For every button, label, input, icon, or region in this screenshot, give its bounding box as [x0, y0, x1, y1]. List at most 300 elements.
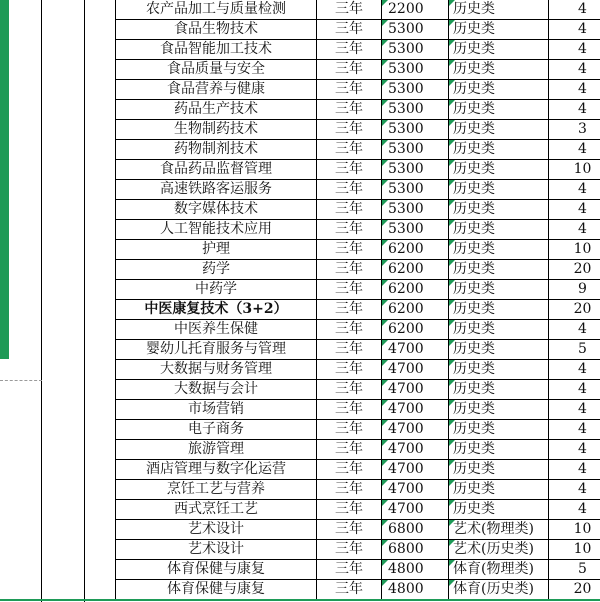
years-cell[interactable] — [317, 560, 382, 580]
fee-cell[interactable] — [382, 220, 449, 240]
years-cell[interactable] — [317, 460, 382, 480]
category-cell[interactable] — [449, 460, 549, 480]
category-cell-text: 历史类 — [453, 21, 495, 37]
quota-cell[interactable] — [549, 440, 600, 460]
table-row — [116, 80, 600, 100]
quota-cell[interactable] — [549, 40, 600, 60]
category-cell[interactable] — [449, 360, 549, 380]
quota-cell[interactable] — [549, 200, 600, 220]
years-cell-text: 三年 — [335, 261, 363, 277]
years-cell[interactable] — [317, 260, 382, 280]
years-cell[interactable] — [317, 540, 382, 560]
major-cell-text: 中医养生保健 — [174, 321, 258, 337]
years-cell[interactable] — [317, 340, 382, 360]
years-cell[interactable] — [317, 380, 382, 400]
category-cell[interactable] — [449, 240, 549, 260]
error-indicator-icon — [382, 340, 388, 346]
years-cell-text: 三年 — [335, 161, 363, 177]
category-cell-text: 艺术(物理类) — [453, 521, 534, 537]
fee-cell-text: 6200 — [388, 301, 424, 317]
category-cell-text: 历史类 — [453, 241, 495, 257]
category-cell[interactable] — [449, 520, 549, 540]
major-cell-text: 酒店管理与数字化运营 — [146, 461, 286, 477]
quota-cell[interactable] — [549, 280, 600, 300]
error-indicator-icon — [382, 320, 388, 326]
quota-cell[interactable] — [549, 80, 600, 100]
fee-cell-text: 5300 — [388, 121, 424, 137]
years-cell[interactable] — [317, 360, 382, 380]
quota-cell[interactable] — [549, 240, 600, 260]
major-cell-text: 大数据与财务管理 — [160, 361, 272, 377]
quota-cell[interactable] — [549, 520, 600, 540]
quota-cell-text: 5 — [578, 561, 587, 577]
error-indicator-icon — [382, 520, 388, 526]
fee-cell[interactable] — [382, 540, 449, 560]
fee-cell[interactable] — [382, 360, 449, 380]
category-cell[interactable] — [449, 340, 549, 360]
error-indicator-icon — [382, 500, 388, 506]
fee-cell-text: 5300 — [388, 141, 424, 157]
major-cell-text: 电子商务 — [188, 421, 244, 437]
years-cell[interactable] — [317, 200, 382, 220]
fee-cell[interactable] — [382, 320, 449, 340]
error-indicator-icon — [449, 460, 455, 466]
major-cell[interactable] — [116, 200, 317, 220]
error-indicator-icon — [382, 400, 388, 406]
category-cell[interactable] — [449, 140, 549, 160]
major-cell[interactable] — [116, 160, 317, 180]
years-cell[interactable] — [317, 300, 382, 320]
major-cell[interactable] — [116, 340, 317, 360]
major-cell-text: 食品药品监督管理 — [160, 161, 272, 177]
quota-cell[interactable] — [549, 140, 600, 160]
years-cell-text: 三年 — [335, 541, 363, 557]
category-cell[interactable] — [449, 180, 549, 200]
quota-cell[interactable] — [549, 180, 600, 200]
fee-cell[interactable] — [382, 260, 449, 280]
error-indicator-icon — [449, 380, 455, 386]
category-cell[interactable] — [449, 420, 549, 440]
major-cell[interactable] — [116, 0, 317, 20]
quota-cell-text: 20 — [573, 261, 592, 277]
fee-cell[interactable] — [382, 200, 449, 220]
category-cell-text: 历史类 — [453, 321, 495, 337]
category-cell-text: 历史类 — [453, 201, 495, 217]
error-indicator-icon — [449, 100, 455, 106]
major-cell-text: 旅游管理 — [188, 441, 244, 457]
fee-cell[interactable] — [382, 580, 449, 600]
fee-cell-text: 4800 — [388, 581, 424, 597]
category-cell[interactable] — [449, 540, 549, 560]
error-indicator-icon — [382, 40, 388, 46]
selection-border — [0, 599, 600, 601]
major-cell[interactable] — [116, 320, 317, 340]
category-cell[interactable] — [449, 300, 549, 320]
fee-cell-text: 5300 — [388, 201, 424, 217]
fee-cell[interactable] — [382, 420, 449, 440]
fee-cell[interactable] — [382, 440, 449, 460]
table-row — [116, 560, 600, 580]
category-cell[interactable] — [449, 160, 549, 180]
fee-cell-text: 5300 — [388, 61, 424, 77]
quota-cell[interactable] — [549, 420, 600, 440]
error-indicator-icon — [449, 420, 455, 426]
years-cell-text: 三年 — [335, 21, 363, 37]
category-cell[interactable] — [449, 40, 549, 60]
category-cell[interactable] — [449, 120, 549, 140]
quota-cell[interactable] — [549, 500, 600, 520]
major-cell-text: 药学 — [202, 261, 230, 277]
major-cell-text: 艺术设计 — [188, 541, 244, 557]
quota-cell[interactable] — [549, 120, 600, 140]
major-cell[interactable] — [116, 220, 317, 240]
major-cell-text: 药物制剂技术 — [174, 141, 258, 157]
error-indicator-icon — [382, 140, 388, 146]
years-cell-text: 三年 — [335, 141, 363, 157]
major-cell[interactable] — [116, 240, 317, 260]
category-cell[interactable] — [449, 320, 549, 340]
category-cell[interactable] — [449, 260, 549, 280]
table-row — [116, 420, 600, 440]
years-cell[interactable] — [317, 440, 382, 460]
fee-cell-text: 4700 — [388, 441, 424, 457]
years-cell[interactable] — [317, 40, 382, 60]
error-indicator-icon — [449, 240, 455, 246]
error-indicator-icon — [382, 280, 388, 286]
category-cell[interactable] — [449, 400, 549, 420]
years-cell-text: 三年 — [335, 221, 363, 237]
years-cell-text: 三年 — [335, 361, 363, 377]
quota-cell[interactable] — [549, 580, 600, 600]
category-cell[interactable] — [449, 560, 549, 580]
quota-cell[interactable] — [549, 320, 600, 340]
category-cell-text: 历史类 — [453, 501, 495, 517]
category-cell-text: 历史类 — [453, 101, 495, 117]
quota-cell[interactable] — [549, 380, 600, 400]
quota-cell-text: 10 — [573, 241, 592, 257]
error-indicator-icon — [449, 560, 455, 566]
table-row — [116, 580, 600, 600]
quota-cell-text: 4 — [578, 141, 587, 157]
major-cell[interactable] — [116, 480, 317, 500]
quota-cell-text: 4 — [578, 201, 587, 217]
fee-cell[interactable] — [382, 480, 449, 500]
category-cell-text: 历史类 — [453, 401, 495, 417]
quota-cell-text: 10 — [573, 541, 592, 557]
fee-cell[interactable] — [382, 20, 449, 40]
fee-cell[interactable] — [382, 40, 449, 60]
major-cell[interactable] — [116, 20, 317, 40]
years-cell-text: 三年 — [335, 481, 363, 497]
quota-cell-text: 4 — [578, 41, 587, 57]
years-cell-text: 三年 — [335, 521, 363, 537]
error-indicator-icon — [382, 0, 388, 6]
fee-cell-text: 4700 — [388, 381, 424, 397]
major-cell-text: 中药学 — [195, 281, 237, 297]
quota-cell[interactable] — [549, 0, 600, 20]
major-cell[interactable] — [116, 300, 317, 320]
years-cell-text: 三年 — [335, 1, 363, 17]
major-cell[interactable] — [116, 560, 317, 580]
category-cell-text: 历史类 — [453, 161, 495, 177]
category-cell-text: 历史类 — [453, 341, 495, 357]
quota-cell-text: 5 — [578, 341, 587, 357]
quota-cell[interactable] — [549, 20, 600, 40]
error-indicator-icon — [382, 260, 388, 266]
quota-cell[interactable] — [549, 460, 600, 480]
major-cell[interactable] — [116, 540, 317, 560]
error-indicator-icon — [382, 380, 388, 386]
category-cell[interactable] — [449, 200, 549, 220]
major-cell[interactable] — [116, 500, 317, 520]
error-indicator-icon — [449, 280, 455, 286]
major-cell-text: 食品生物技术 — [174, 21, 258, 37]
years-cell-text: 三年 — [335, 181, 363, 197]
category-cell[interactable] — [449, 60, 549, 80]
fee-cell[interactable] — [382, 400, 449, 420]
fee-cell-text: 5300 — [388, 161, 424, 177]
category-cell[interactable] — [449, 20, 549, 40]
quota-cell[interactable] — [549, 100, 600, 120]
table-row — [116, 100, 600, 120]
major-cell-text: 体育保健与康复 — [167, 561, 265, 577]
table-row — [116, 260, 600, 280]
table-row — [116, 280, 600, 300]
fee-cell-text: 4700 — [388, 461, 424, 477]
quota-cell-text: 4 — [578, 1, 587, 17]
years-cell[interactable] — [317, 80, 382, 100]
error-indicator-icon — [449, 20, 455, 26]
fee-cell[interactable] — [382, 280, 449, 300]
major-cell-text: 食品智能加工技术 — [160, 41, 272, 57]
error-indicator-icon — [449, 440, 455, 446]
years-cell[interactable] — [317, 500, 382, 520]
quota-cell-text: 4 — [578, 401, 587, 417]
years-cell[interactable] — [317, 20, 382, 40]
error-indicator-icon — [449, 80, 455, 86]
major-cell[interactable] — [116, 380, 317, 400]
fee-cell[interactable] — [382, 560, 449, 580]
error-indicator-icon — [449, 520, 455, 526]
quota-cell[interactable] — [549, 300, 600, 320]
category-cell[interactable] — [449, 80, 549, 100]
major-cell[interactable] — [116, 580, 317, 600]
quota-cell[interactable] — [549, 340, 600, 360]
error-indicator-icon — [449, 400, 455, 406]
category-cell[interactable] — [449, 220, 549, 240]
fee-cell-text: 5300 — [388, 81, 424, 97]
quota-cell[interactable] — [549, 560, 600, 580]
table-row — [116, 340, 600, 360]
fee-cell[interactable] — [382, 340, 449, 360]
fee-cell[interactable] — [382, 460, 449, 480]
error-indicator-icon — [449, 220, 455, 226]
quota-cell-text: 4 — [578, 461, 587, 477]
error-indicator-icon — [382, 300, 388, 306]
fee-cell[interactable] — [382, 0, 449, 20]
error-indicator-icon — [382, 480, 388, 486]
quota-cell-text: 4 — [578, 101, 587, 117]
years-cell[interactable] — [317, 240, 382, 260]
years-cell[interactable] — [317, 0, 382, 20]
major-cell[interactable] — [116, 60, 317, 80]
quota-cell[interactable] — [549, 60, 600, 80]
quota-cell[interactable] — [549, 260, 600, 280]
fee-cell[interactable] — [382, 520, 449, 540]
error-indicator-icon — [449, 260, 455, 266]
major-cell[interactable] — [116, 80, 317, 100]
years-cell[interactable] — [317, 420, 382, 440]
category-cell-text: 历史类 — [453, 441, 495, 457]
years-cell[interactable] — [317, 480, 382, 500]
years-cell[interactable] — [317, 180, 382, 200]
table-row — [116, 20, 600, 40]
major-cell[interactable] — [116, 420, 317, 440]
category-cell[interactable] — [449, 500, 549, 520]
major-cell[interactable] — [116, 260, 317, 280]
error-indicator-icon — [449, 480, 455, 486]
fee-cell-text: 6200 — [388, 261, 424, 277]
error-indicator-icon — [449, 500, 455, 506]
years-cell[interactable] — [317, 120, 382, 140]
category-cell[interactable] — [449, 440, 549, 460]
error-indicator-icon — [449, 60, 455, 66]
category-cell[interactable] — [449, 480, 549, 500]
years-cell-text: 三年 — [335, 341, 363, 357]
fee-cell[interactable] — [382, 240, 449, 260]
fee-cell-text: 5300 — [388, 41, 424, 57]
years-cell-text: 三年 — [335, 381, 363, 397]
years-cell-text: 三年 — [335, 581, 363, 597]
quota-cell[interactable] — [549, 540, 600, 560]
fee-cell[interactable] — [382, 100, 449, 120]
category-cell[interactable] — [449, 280, 549, 300]
quota-cell-text: 4 — [578, 81, 587, 97]
category-cell[interactable] — [449, 380, 549, 400]
table-row — [116, 40, 600, 60]
years-cell[interactable] — [317, 580, 382, 600]
fee-cell[interactable] — [382, 120, 449, 140]
major-cell[interactable] — [116, 100, 317, 120]
fee-cell[interactable] — [382, 500, 449, 520]
quota-cell-text: 4 — [578, 481, 587, 497]
major-cell[interactable] — [116, 400, 317, 420]
fee-cell[interactable] — [382, 300, 449, 320]
years-cell-text: 三年 — [335, 561, 363, 577]
fee-cell[interactable] — [382, 380, 449, 400]
category-cell-text: 历史类 — [453, 381, 495, 397]
years-cell[interactable] — [317, 160, 382, 180]
years-cell[interactable] — [317, 280, 382, 300]
category-cell-text: 历史类 — [453, 281, 495, 297]
error-indicator-icon — [382, 460, 388, 466]
quota-cell-text: 4 — [578, 321, 587, 337]
quota-cell[interactable] — [549, 480, 600, 500]
fee-cell-text: 5300 — [388, 181, 424, 197]
category-cell-text: 历史类 — [453, 41, 495, 57]
error-indicator-icon — [382, 540, 388, 546]
fee-cell[interactable] — [382, 140, 449, 160]
years-cell[interactable] — [317, 100, 382, 120]
years-cell-text: 三年 — [335, 441, 363, 457]
years-cell[interactable] — [317, 320, 382, 340]
error-indicator-icon — [382, 160, 388, 166]
major-cell[interactable] — [116, 440, 317, 460]
category-cell-text: 历史类 — [453, 1, 495, 17]
quota-cell-text: 10 — [573, 161, 592, 177]
quota-cell[interactable] — [549, 360, 600, 380]
error-indicator-icon — [449, 0, 455, 6]
error-indicator-icon — [382, 580, 388, 586]
quota-cell-text: 4 — [578, 421, 587, 437]
major-cell-text: 市场营销 — [188, 401, 244, 417]
table-row — [116, 440, 600, 460]
quota-cell[interactable] — [549, 400, 600, 420]
major-cell[interactable] — [116, 460, 317, 480]
category-cell[interactable] — [449, 0, 549, 20]
quota-cell-text: 9 — [578, 281, 587, 297]
error-indicator-icon — [449, 340, 455, 346]
major-cell[interactable] — [116, 520, 317, 540]
years-cell[interactable] — [317, 400, 382, 420]
major-cell-text: 人工智能技术应用 — [160, 221, 272, 237]
major-cell-text: 体育保健与康复 — [167, 581, 265, 597]
merged-group-column[interactable] — [9, 0, 42, 602]
years-cell[interactable] — [317, 220, 382, 240]
quota-cell-text: 20 — [573, 301, 592, 317]
error-indicator-icon — [449, 540, 455, 546]
years-cell-text: 三年 — [335, 401, 363, 417]
category-cell[interactable] — [449, 580, 549, 600]
error-indicator-icon — [449, 120, 455, 126]
years-cell-text: 三年 — [335, 281, 363, 297]
table-row — [116, 180, 600, 200]
years-cell-text: 三年 — [335, 461, 363, 477]
row-selection-indicator — [0, 0, 9, 359]
fee-cell[interactable] — [382, 160, 449, 180]
years-cell-text: 三年 — [335, 121, 363, 137]
table-row — [116, 480, 600, 500]
quota-cell-text: 20 — [573, 581, 592, 597]
quota-cell[interactable] — [549, 160, 600, 180]
major-cell[interactable] — [116, 180, 317, 200]
years-cell[interactable] — [317, 60, 382, 80]
years-cell-text: 三年 — [335, 201, 363, 217]
quota-cell-text: 4 — [578, 181, 587, 197]
major-cell[interactable] — [116, 280, 317, 300]
error-indicator-icon — [449, 180, 455, 186]
major-cell[interactable] — [116, 360, 317, 380]
major-cell[interactable] — [116, 40, 317, 60]
table-row — [116, 400, 600, 420]
quota-cell[interactable] — [549, 220, 600, 240]
fee-cell[interactable] — [382, 80, 449, 100]
table-row — [116, 520, 600, 540]
table-row — [116, 60, 600, 80]
category-cell-text: 历史类 — [453, 421, 495, 437]
years-cell-text: 三年 — [335, 501, 363, 517]
fee-cell[interactable] — [382, 60, 449, 80]
major-cell-text: 食品质量与安全 — [167, 61, 265, 77]
error-indicator-icon — [382, 240, 388, 246]
years-cell[interactable] — [317, 520, 382, 540]
years-cell[interactable] — [317, 140, 382, 160]
fee-cell[interactable] — [382, 180, 449, 200]
major-cell[interactable] — [116, 120, 317, 140]
error-indicator-icon — [449, 320, 455, 326]
major-cell[interactable] — [116, 140, 317, 160]
category-cell[interactable] — [449, 100, 549, 120]
